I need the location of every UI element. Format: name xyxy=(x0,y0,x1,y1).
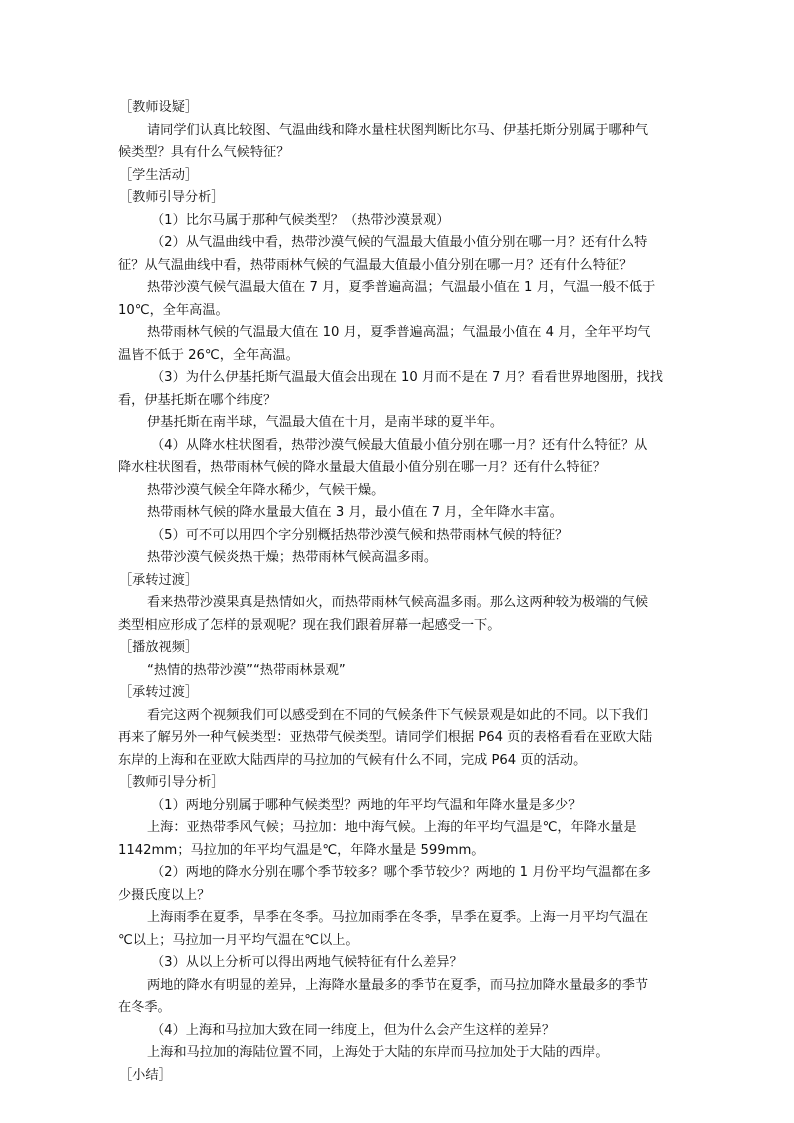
paragraph-line: 看，伊基托斯在哪个纬度？ xyxy=(118,392,277,408)
paragraph-line: 降水柱状图看，热带雨林气候的降水量最大值最小值分别在哪一月？还有什么特征？ xyxy=(118,460,606,475)
answer-line: 1142mm；马拉加的年平均气温是℃，年降水量是 599mm。 xyxy=(118,842,485,858)
section-heading-teacher-guide: ［教师引导分析］ xyxy=(119,190,225,205)
question-4: （4）从降水柱状图看，热带沙漠气候最大值最小值分别在哪一月？还有什么特征？从 xyxy=(151,437,648,453)
section-heading-play-video: ［播放视频］ xyxy=(119,640,199,655)
question-1: （1）两地分别属于哪种气候类型？两地的年平均气温和年降水量是多少？ xyxy=(151,797,582,813)
paragraph-line: 再来了解另外一种气候类型：亚热带气候类型。请同学们根据 P64 页的表格看看在亚欧大陆 xyxy=(118,730,653,745)
answer-line: ℃以上；马拉加一月平均气温在℃以上。 xyxy=(118,932,359,948)
paragraph-line: 少摄氏度以上？ xyxy=(118,887,211,903)
answer-line: 热带雨林气候的降水量最大值在 3 月，最小值在 7 月，全年降水丰富。 xyxy=(147,505,563,520)
answer-line: 热带沙漠气候全年降水稀少，气候干燥。 xyxy=(147,482,385,498)
paragraph-line: 东岸的上海和在亚欧大陆西岸的马拉加的气候有什么不同，完成 P64 页的活动。 xyxy=(118,752,587,768)
answer-line: 伊基托斯在南半球，气温最大值在十月，是南半球的夏半年。 xyxy=(147,415,504,430)
question-2: （2）从气温曲线中看，热带沙漠气候的气温最大值最小值分别在哪一月？还有什么特 xyxy=(151,235,648,250)
paragraph-line: 请同学们认真比较图、气温曲线和降水量柱状图判断比尔马、伊基托斯分别属于哪种气 xyxy=(147,122,649,138)
answer-line: 热带雨林气候的气温最大值在 10 月，夏季普遍高温；气温最小值在 4 月，全年平均气 xyxy=(147,325,651,340)
question-3: （3）从以上分析可以得出两地气候特征有什么差异？ xyxy=(151,955,463,970)
paragraph-line: 候类型？具有什么气候特征？ xyxy=(118,145,290,160)
question-3: （3）为什么伊基托斯气温最大值会出现在 10 月而不是在 7 月？看看世界地图册，找找 xyxy=(151,370,663,385)
answer-line: 热带沙漠气候炎热干燥；热带雨林气候高温多雨。 xyxy=(147,550,438,565)
section-heading-transition: ［承转过渡］ xyxy=(119,572,199,588)
section-heading-teacher-guide: ［教师引导分析］ xyxy=(119,775,225,790)
paragraph-line: 类型相应形成了怎样的景观呢？现在我们跟着屏幕一起感受一下。 xyxy=(118,617,501,633)
answer-line: 热带沙漠气候气温最大值在 7 月，夏季普遍高温；气温最小值在 1 月，气温一般不低于 xyxy=(147,280,656,295)
paragraph-line: 征？从气温曲线中看，热带雨林气候的气温最大值最小值分别在哪一月？还有什么特征？ xyxy=(118,257,633,273)
question-2: （2）两地的降水分别在哪个季节较多？哪个季节较少？两地的 1 月份平均气温都在多 xyxy=(151,865,651,880)
document-page xyxy=(118,97,678,1087)
answer-line: 上海和马拉加的海陆位置不同，上海处于大陆的东岸而马拉加处于大陆的西岸。 xyxy=(147,1045,609,1060)
question-5: （5）可不可以用四个字分别概括热带沙漠气候和热带雨林气候的特征？ xyxy=(151,527,569,543)
answer-line: 温皆不低于 26℃，全年高温。 xyxy=(118,347,299,363)
section-heading-teacher-question: ［教师设疑］ xyxy=(119,100,199,115)
paragraph-line: 看完这两个视频我们可以感受到在不同的气候条件下气候景观是如此的不同。以下我们 xyxy=(147,707,649,723)
section-heading-student-activity: ［学生活动］ xyxy=(119,167,199,183)
section-heading-summary: ［小结］ xyxy=(119,1067,172,1083)
section-heading-transition: ［承转过渡］ xyxy=(119,685,199,700)
answer-line: 在冬季。 xyxy=(118,1000,171,1015)
paragraph-line: 看来热带沙漠果真是热情如火，而热带雨林气候高温多雨。那么这两种较为极端的气候 xyxy=(147,595,649,610)
answer-line: 两地的降水有明显的差异，上海降水量最多的季节在夏季，而马拉加降水量最多的季节 xyxy=(147,977,649,993)
answer-line: 上海雨季在夏季，旱季在冬季。马拉加雨季在冬季，旱季在夏季。上海一月平均气温在 xyxy=(147,910,649,925)
answer-line: 10℃，全年高温。 xyxy=(118,302,229,318)
question-1: （1）比尔马属于那种气候类型？（热带沙漠景观） xyxy=(151,212,450,228)
paragraph-line: “热情的热带沙漠”“热带雨林景观” xyxy=(147,662,346,678)
answer-line: 上海：亚热带季风气候；马拉加：地中海气候。上海的年平均气温是℃，年降水量是 xyxy=(147,820,637,835)
question-4: （4）上海和马拉加大致在同一纬度上，但为什么会产生这样的差异？ xyxy=(151,1022,556,1038)
